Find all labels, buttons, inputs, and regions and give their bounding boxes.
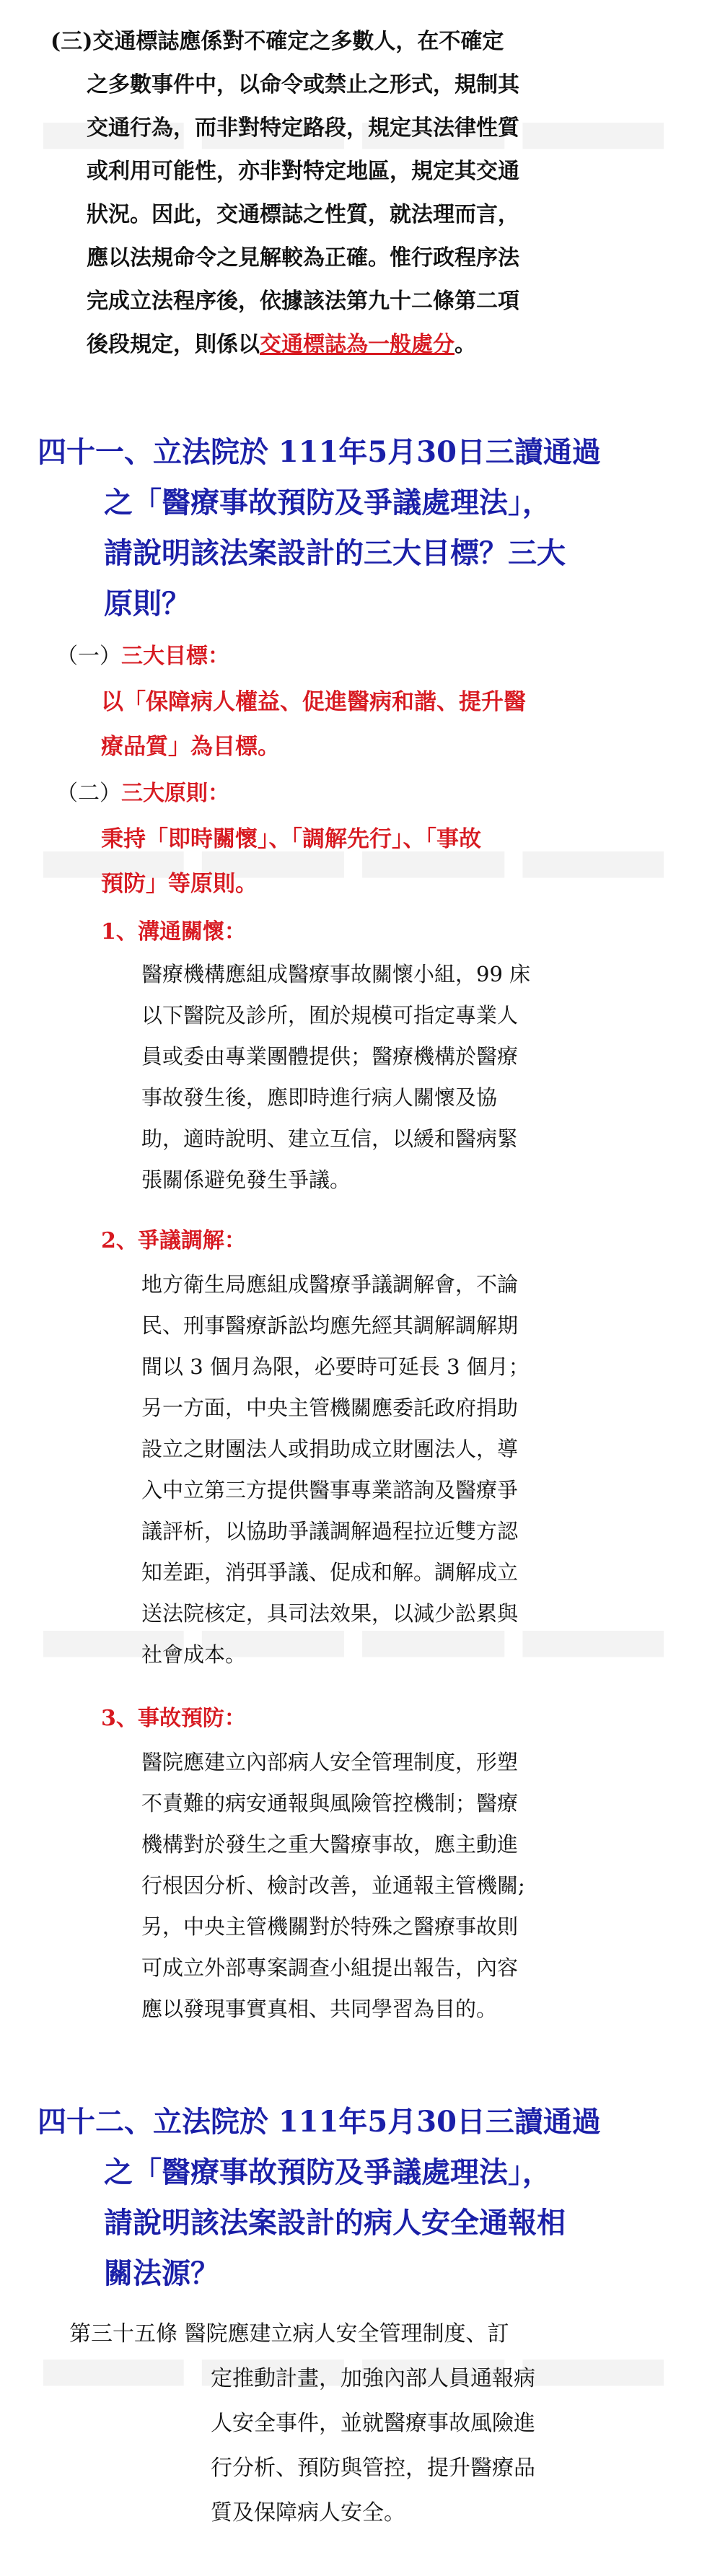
section-3-paragraph xyxy=(50,20,700,367)
highlighted-conclusion: 交通標誌為一般處分 xyxy=(260,332,454,357)
text-line: 後段規定，則係以交通標誌為一般處分。 xyxy=(87,332,476,357)
question-number: 四十二、 xyxy=(38,2105,153,2139)
question-41-heading: 四十一、立法院於 111年5月30日三讀通過 之「醫療事故預防及爭議處理法」， 請說明該法案設計的三大目標？三大 原則？ xyxy=(38,435,601,621)
text-line: 狀況。因此，交通標誌之性質，就法理而言， xyxy=(87,202,519,227)
question-42-heading: 四十二、立法院於 111年5月30日三讀通過 之「醫療事故預防及爭議處理法」， 請說明該法案設計的病人安全通報相 關法源？ xyxy=(38,2105,601,2290)
principle-3-heading: 3、事故預防： xyxy=(101,1706,246,1731)
principle-2-text: 地方衛生局應組成醫療爭議調解會，不論 民、刑事醫療訴訟均應先經其調解調解期 間以 3 個月為限，必要時可延長 3 個月； 另一方面，中央主管機關應委託政府捐助 設立之財團法人或捐助成立財團法人，導 入中立第三方提供醫事專業諮詢及醫療爭 議評析，以協助爭議調解過程拉近雙方認 知差距，消弭爭議、促成和解。調解成立 送法院核定，具司法效果，以減少訟累與 社會成本。 xyxy=(141,1272,530,1667)
question-number: 四十一、 xyxy=(38,435,153,469)
text-line: 交通行為，而非對特定路段，規定其法律性質 xyxy=(87,115,519,141)
principles-body: 秉持「即時關懷」、「調解先行」、「事故 預防」等原則。 xyxy=(101,826,481,897)
text-line: 完成立法程序後，依據該法第九十二條第二項 xyxy=(87,289,519,314)
goals-body: 以「保障病人權益、促進醫病和諧、提升醫 療品質」為目標。 xyxy=(101,689,526,760)
principle-1-text: 醫療機構應組成醫療事故關懷小組，99 床 以下醫院及診所，囿於規模可指定專業人 員或委由專業團體提供；醫療機構於醫療 事故發生後，應即時進行病人關懷及協 助，適時說明、建立互信，以緩和醫病緊 張關係避免發生爭議。 xyxy=(141,962,531,1192)
principle-1-heading: 1、溝通關懷： xyxy=(101,919,246,945)
text-line: 之多數事件中，以命令或禁止之形式，規制其 xyxy=(87,72,519,97)
principle-3-text: 醫院應建立內部病人安全管理制度，形塑 不責難的病安通報與風險管控機制；醫療 機構對於發生之重大醫療事故，應主動進 行根因分析、檢討改善，並通報主管機關; 另，中央主管機關對於特殊之醫療事故則 可成立外部專案調查小組提出報告，內容 應以發現事實真相、共同學習為目的。 xyxy=(141,1750,525,2021)
text-line: 應以法規命令之見解較為正確。惟行政程序法 xyxy=(87,245,519,271)
principle-2-heading: 2、爭議調解： xyxy=(101,1228,246,1253)
text-line: 交通標誌應係對不確定之多數人，在不確定 xyxy=(92,29,504,54)
goals-subheading: （一）三大目標： xyxy=(56,644,229,669)
article-35-text: 第三十五條 醫院應建立病人安全管理制度、訂 定推動計畫，加強內部人員通報病 人安全事件，並就醫療事故風險進 行分析、預防與管控，提升醫療品 質及保障病人安全。 xyxy=(69,2321,535,2525)
section-3-label: (三) xyxy=(50,29,93,54)
text-line: 或利用可能性，亦非對特定地區，規定其交通 xyxy=(87,159,519,184)
principles-subheading: （二）三大原則： xyxy=(56,781,229,806)
